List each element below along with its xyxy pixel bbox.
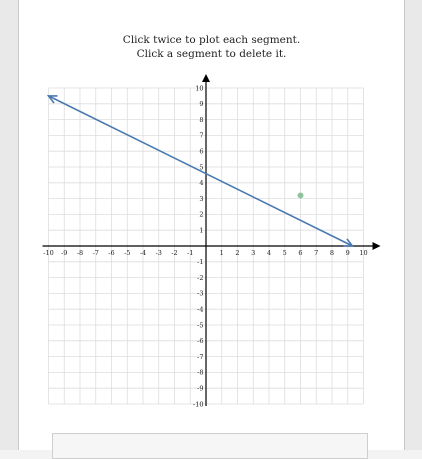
y-tick-label: -9 [197,384,204,393]
y-axis-arrow-icon [202,74,210,82]
x-tick-label: -6 [108,249,115,257]
y-tick-label: 7 [199,131,204,140]
x-tick-label: 4 [266,249,272,257]
answer-box[interactable] [52,433,368,459]
y-tick-label: 10 [195,84,204,93]
x-tick-label: -2 [171,249,178,257]
x-tick-label: -10 [43,249,54,257]
y-tick-label: -7 [197,352,204,361]
x-tick-label: 9 [345,249,350,257]
y-tick-label: -6 [197,337,204,346]
y-tick-label: -2 [197,273,204,282]
x-tick-label: 3 [251,249,256,257]
x-tick-label: -4 [139,249,147,257]
x-tick-label: -7 [92,249,99,257]
x-tick-label: -1 [187,249,194,257]
instruction-delete: Click a segment to delete it. [136,48,287,60]
x-tick-label: -8 [76,249,84,257]
y-tick-label: -3 [197,289,204,298]
y-tick-label: 4 [199,179,204,188]
points[interactable] [298,192,304,198]
x-tick-label: 7 [314,249,319,257]
y-tick-label: 5 [199,163,204,172]
y-tick-label: 9 [199,100,204,109]
y-tick-label: -4 [197,305,204,314]
x-tick-label: 10 [359,249,368,257]
y-tick-label: 2 [199,210,204,219]
x-tick-label: -3 [155,249,162,257]
instruction-plot: Click twice to plot each segment. [122,34,301,46]
x-tick-label: 1 [219,249,224,257]
x-tick-label: 8 [329,249,335,257]
y-tick-label: 3 [199,194,204,203]
y-tick-label: -1 [197,258,204,267]
y-tick-label: 1 [199,226,204,235]
x-tick-label: 2 [235,249,240,257]
x-axis-arrow-icon [373,242,381,250]
y-tick-label: 8 [199,115,204,124]
plotted-point[interactable] [298,192,304,198]
x-tick-label: -5 [124,249,131,257]
y-tick-label: -8 [197,368,204,377]
y-tick-label: 6 [199,147,204,156]
x-tick-label: -9 [61,249,68,257]
y-tick-label: -10 [193,400,204,409]
x-tick-label: 6 [298,249,303,257]
x-tick-label: 5 [282,249,287,257]
y-tick-label: -5 [197,321,204,330]
